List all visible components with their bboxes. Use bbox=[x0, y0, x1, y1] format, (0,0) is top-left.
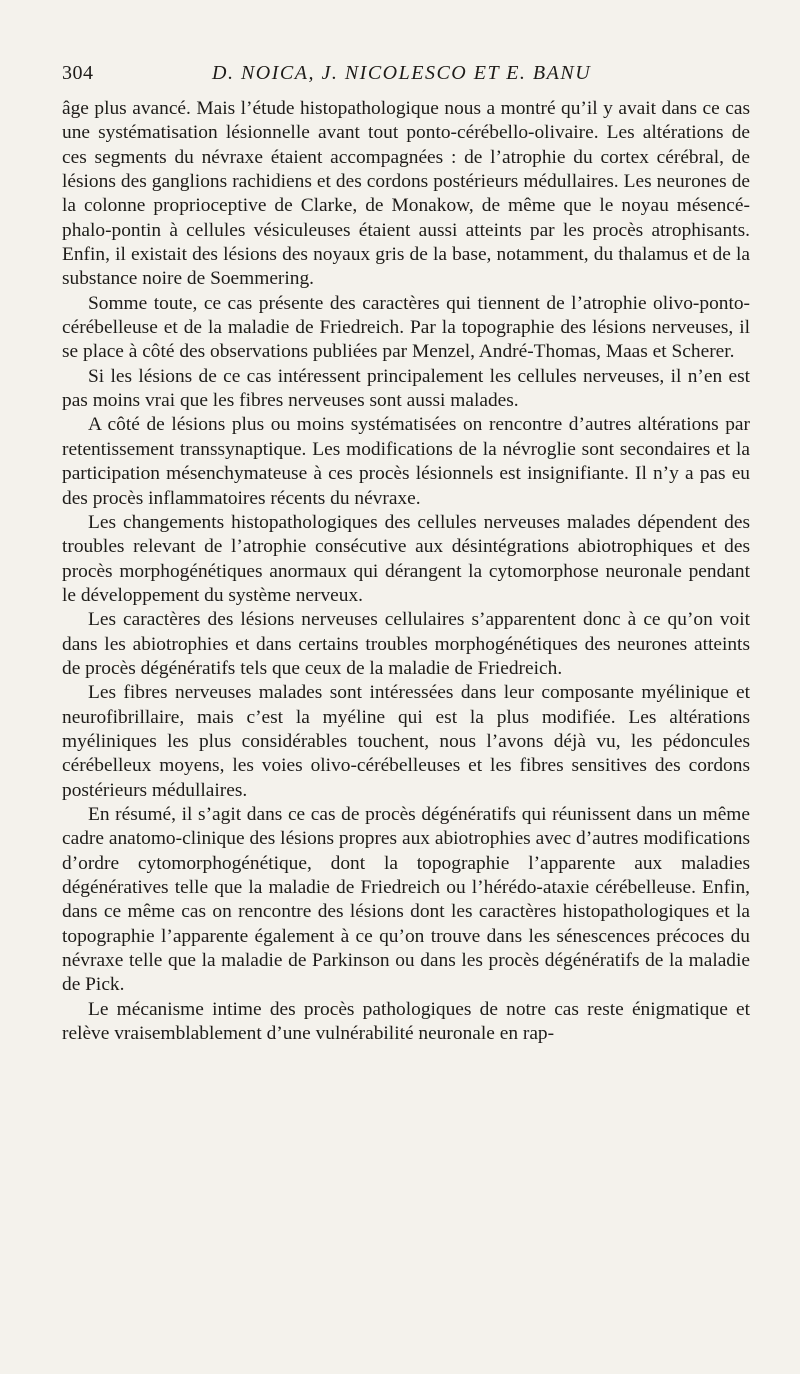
paragraph-continued: âge plus avancé. Mais l’étude histopathologique nous a montré qu’il y avait dans ce cas une systématisation lésionnelle avant tout ponto-cérébello-olivaire. Les altérations de ces segments du névraxe étaient accompagnées : de l’atrophie du cortex cérébral, de lésions des ganglions rachidiens et des cordons postérieurs médullaires. Les neurones de la colonne proprioceptive de Clarke, de Monakow, de même que le noyau mésencéphalo-pontin à cellules vésiculeuses étaient aussi atteints par les procès atrophisants. Enfin, il existait des lésions des noyaux gris de la base, notamment, du thalamus et de la substance noire de Soemmering. bbox=[62, 98, 750, 290]
page-number: 304 bbox=[62, 62, 94, 84]
paragraph: En résumé, il s’agit dans ce cas de procès dégénératifs qui réunissent dans un même cadre anatomo-clinique des lésions propres aux abiotrophies avec d’autres modifications d’ordre cytomorphogénétique, dont la topographie l’apparente aux maladies dégénératives telle que la maladie de Friedreich ou l’hérédo-ataxie cérébelleuse. Enfin, dans ce même cas on rencontre des lésions dont les caractères histopathologiques et la topographie l’apparente également à ce qu’on trouve dans les sénescences précoces du névraxe telle que la maladie de Parkinson ou dans les procès dégénératifs de la maladie de Pick. bbox=[62, 803, 750, 996]
body-text bbox=[62, 97, 750, 1046]
running-head: D. NOICA, J. NICOLESCO ET E. BANU bbox=[212, 62, 592, 84]
paragraph: Les fibres nerveuses malades sont intéressées dans leur composante myélinique et neurofibrillaire, mais c’est la myéline qui est la plus modifiée. Les altérations myéliniques les plus considérables touchent, nous l’avons déjà vu, les pédoncules cérébelleux moyens, les voies olivo-cérébelleuses et les fibres sensitives des cordons postérieurs médullaires. bbox=[62, 682, 750, 801]
paragraph: Les changements histopathologiques des cellules nerveuses malades dépendent des troubles relevant de l’atrophie consécutive aux désintégrations abiotrophiques et des procès morphogénétiques anormaux qui dérangent la cytomorphose neuronale pendant le développement du système nerveux. bbox=[62, 511, 750, 606]
paragraph: Si les lésions de ce cas intéressent principalement les cellules nerveuses, il n’en est pas moins vrai que les fibres nerveuses sont aussi malades. bbox=[62, 365, 750, 412]
paragraph: Le mécanisme intime des procès pathologiques de notre cas reste énigmatique et relève vraisemblablement d’une vulnérabilité neuronale en rap- bbox=[62, 998, 750, 1045]
paragraph: A côté de lésions plus ou moins systématisées on rencontre d’autres altérations par retentissement transsynaptique. Les modifications de la névroglie sont secondaires et la participation mésenchymateuse à ces procès lésionnels est insignifiante. Il n’y a pas eu des procès inflammatoires récents du névraxe. bbox=[62, 414, 750, 509]
paragraph: Somme toute, ce cas présente des caractères qui tiennent de l’atrophie olivo-ponto-cérébelleuse et de la maladie de Friedreich. Par la topographie des lésions nerveuses, il se place à côté des observations publiées par Menzel, André-Thomas, Maas et Scherer. bbox=[62, 292, 750, 363]
page-header bbox=[62, 60, 752, 90]
paragraph: Les caractères des lésions nerveuses cellulaires s’apparentent donc à ce qu’on voit dans les abiotrophies et dans certains troubles morphogénétiques des neurones atteints de procès dégénératifs tels que ceux de la maladie de Friedreich. bbox=[62, 609, 750, 679]
